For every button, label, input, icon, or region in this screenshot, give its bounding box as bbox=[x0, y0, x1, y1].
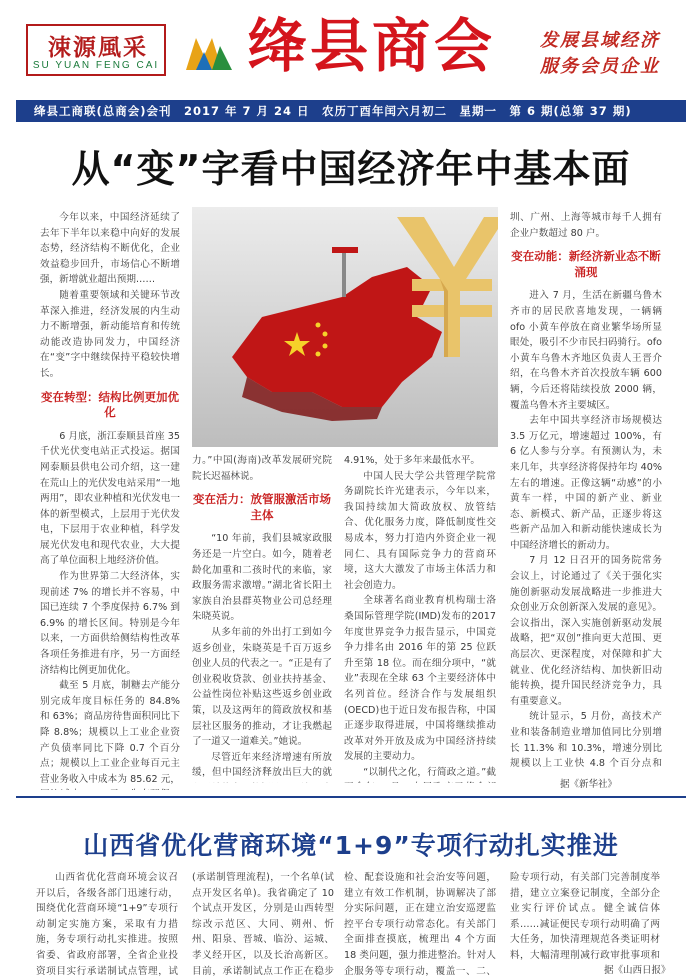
paragraph: 尽管近年来经济增速有所放缓，但中国经济释放出巨大的就 bbox=[192, 751, 332, 779]
subheading-momentum: 变在动能：新经济新业态不断涌现 bbox=[511, 249, 661, 279]
paragraph: 圳、广州、上海等城市每千人拥有企业户数超过 80 户。 bbox=[510, 212, 662, 239]
article-2-column-1 bbox=[36, 870, 178, 978]
paragraph: 全球著名商业教育机构瑞士洛桑国际管理学院(IMD)发布的2017年度世界竞争力报告显示，中国竞争力排名由 2016 年的第 25 位跃升至第 18 位。而在细分项中，“就业”表现在全球 63 个主要经济体中名列首位。经济合作与发展组织(OECD)也于近日发布报告称，中国正逐步取得进展，中国将继续推动改革对外开放及成为中国经济持续发展的主要动力。 bbox=[344, 595, 496, 763]
masthead bbox=[0, 0, 700, 88]
paragraph: 从多年前的外出打工到如今返乡创业，朱晓英是千百万返乡创业人员的代表之一。“正是有了创业税收贷款、创业扶持基金、公益性岗位补贴这些返乡创业政策，以及这两年的简政放权和基层社区服务的推动，才让我燃起了一道又一道难关。”她说。 bbox=[192, 626, 332, 748]
section-divider bbox=[16, 796, 686, 798]
article-2-source-credit: 据《山西日报》 bbox=[604, 965, 671, 976]
brand-pinyin: SU YUAN FENG CAI bbox=[32, 60, 160, 71]
paragraph: 6 月底，浙江泰顺县首座 35 千伏光伏变电站正式投运。据国网泰顺县供电公司介绍，这一建在荒山上的光伏发电站采用“一地两用”，即农业种植和光伏发电一体的新型模式，上层用于光伏发电，下层用于农业种植，科学发展光伏发电和现代农业，大大提高了单位面积上地经济价值。 bbox=[40, 430, 180, 567]
article-1-column-1 bbox=[40, 210, 180, 790]
newspaper-title: 绛县商会 bbox=[248, 12, 497, 80]
issue-info-bar: 绛县工商联(总商会)会刊 2017 年 7 月 24 日 农历丁酉年闰六月初二 星期一 第 6 期(总第 37 期) bbox=[16, 100, 686, 122]
article-1-column-2 bbox=[192, 453, 332, 783]
article-1-column-4 bbox=[510, 210, 662, 770]
subheading-transformation: 变在转型：结构比例更加优化 bbox=[41, 389, 179, 420]
paragraph: 7 月 12 日召开的国务院常务会议上，讨论通过了《关于强化实施创新驱动发展战略进一步推进大众创业万众创新深入发展的意见》。会议指出，深入实施创新驱动发展战略，把“双创”推向更大范围、更高层次、更深程度，对保障和扩大就业、优化经济结构、加快新旧动能转换，提升国民经济竞争力，具有重要意义。 bbox=[510, 555, 662, 707]
slogan bbox=[540, 28, 690, 80]
paragraph: 险专项行动，有关部门完善制度举措，建立立案登记制度，全部分企业实行评价试点。健全诚信体系……减证便民专项行动明确了两大任务，加快清理规范各类证明材料，大幅清理削减行政审批事项和 bbox=[510, 872, 660, 961]
paragraph: 4.91%，处于多年来最低水平。 bbox=[344, 455, 481, 466]
subheading-vitality: 变在活力：放管服激活市场主体 bbox=[193, 492, 331, 522]
paragraph: 今年以来，中国经济延续了去年下半年以来稳中向好的发展态势，经济结构不断优化，企业效益稳步回升，市场信心不断增强，新增就业超出预期…… bbox=[40, 212, 180, 286]
paragraph: (承诺制管理流程)，一个名单(试点开发区名单)。我省确定了 10 个试点开发区，分别是山西转型综改示范区、大同、朔州、忻州、阳泉、晋城、临汾、运城、孝义经开区，以及长治高新区。目前，承诺制试点工作正在稳步 bbox=[192, 872, 334, 977]
article-1-headline: 从“变”字看中国经济年中基本面 bbox=[71, 147, 631, 191]
chamber-logo-icon bbox=[182, 30, 236, 76]
paragraph: 山西省优化营商环境会议召开以后，各级各部门迅速行动，围绕优化营商环境“1+9”专项行动制定实施方案，采取有力措施，务专项行动扎实推进。按照省委、省政府部署，全省企业投资项目实行承诺制试点管理，试 bbox=[36, 872, 178, 977]
paragraph: 去年中国共享经济市场规模达 3.5 万亿元，增速超过 100%，有 6 亿人参与分享。有预测认为，未来几年，共享经济将保持年均 40% 左右的增速。正像这辆“动感”的小黄车一样，中国的新产业、新业态、新模式、新产品，正逐步将这些新产品加入和新动能快速成长为中国经济增长的新动力。 bbox=[510, 415, 662, 551]
paragraph: 作为世界第二大经济体，实现前述 7% 的增长并不容易，中国已连续 7 个季度保持 6.7% 到 6.9% 的增长区间。特别是今年以来，一方面供给侧结构性改革各项任务推进有序，另一方面经济结构比例更加优化。 bbox=[40, 571, 180, 676]
article-1-source-credit: 据《新华社》 bbox=[560, 779, 618, 790]
paragraph: “10 年前，我们县城家政服务还是一片空白。如今，随着老龄化加重和二孩时代的来临，家政服务需求激增。”湖北省长阳土家族自治县群英物业公司总经理朱晓英说。 bbox=[192, 533, 332, 623]
slogan-line-1: 发展县域经济 bbox=[540, 30, 660, 51]
paragraph: 统计显示，5 月份，高技术产业和装备制造业增加值同比分别增长 11.3% 和 10.3%，增速分别比规模以上工业快 4.8 个百分点和 bbox=[510, 711, 662, 770]
paragraph: 检、配套设施和社会治安等问题，建立有效工作机制，协调解决了部分实际问题，正在建立治安巡逻监控平台专项行动常态化。有关部门全面排查摸底，梳理出 4 个方面 18 类问题，强力推进整治。针对人企服务等专项行动，覆盖一、二、 bbox=[344, 872, 496, 977]
brand-chinese: 涑源風采 bbox=[48, 34, 148, 61]
paragraph: 中国人民大学公共管理学院常务副院长许光建表示，今年以来，我国持续加大简政放权、放管结合、优化服务力度，降低制度性交易成本，努力打造内外资企业一视同仁、具有国际竞争力的营商环境，这大大激发了市场主体活力和社会创造力。 bbox=[344, 470, 496, 591]
article-2-headline: 山西省优化营商环境“1+9”专项行动扎实推进 bbox=[83, 831, 619, 860]
paragraph: 力。”中国(海南)改革发展研究院院长迟福林说。 bbox=[192, 455, 332, 482]
article-2-column-2 bbox=[192, 870, 334, 978]
paragraph: 截至 5 月底，制糖去产能分别完成年度目标任务的 84.8% 和 63%；商品房待售面积同比下降 8.8%；规模以上工业企业资产负债率同比下降 0.7 个百分点；规模以上工业企业每百元主营业务收入中成本为 85.62 元， bbox=[40, 680, 180, 785]
article-2-column-4 bbox=[510, 870, 660, 962]
paragraph: 随着重要领域和关键环节改革深入推进，经济发展的内生动力不断增强，新动能培育和传统动能改造协同发力，中国经济在“变”字中继续保持平稳较快增长。 bbox=[40, 289, 180, 379]
paragraph: “以制代之化，行简政之道。”截 bbox=[363, 766, 496, 778]
article-2-column-3 bbox=[344, 870, 496, 978]
paragraph: 进入 7 月，生活在新疆乌鲁木齐市的居民欣喜地发现，一辆辆 ofo 小黄车停放在商业繁华场所显眼处，吸引不少市民扫码骑行。ofo 小黄车乌鲁木齐地区负责人王晋介绍，在乌鲁木齐首次投放车辆 600 辆，今后还将陆续投放 2000 辆，覆盖乌鲁木齐主要城区。 bbox=[510, 290, 662, 411]
brand-badge bbox=[26, 24, 166, 76]
slogan-line-2: 服务会员企业 bbox=[540, 56, 660, 77]
china-map-yuan-illustration bbox=[192, 207, 498, 447]
article-1-column-3 bbox=[344, 453, 496, 783]
